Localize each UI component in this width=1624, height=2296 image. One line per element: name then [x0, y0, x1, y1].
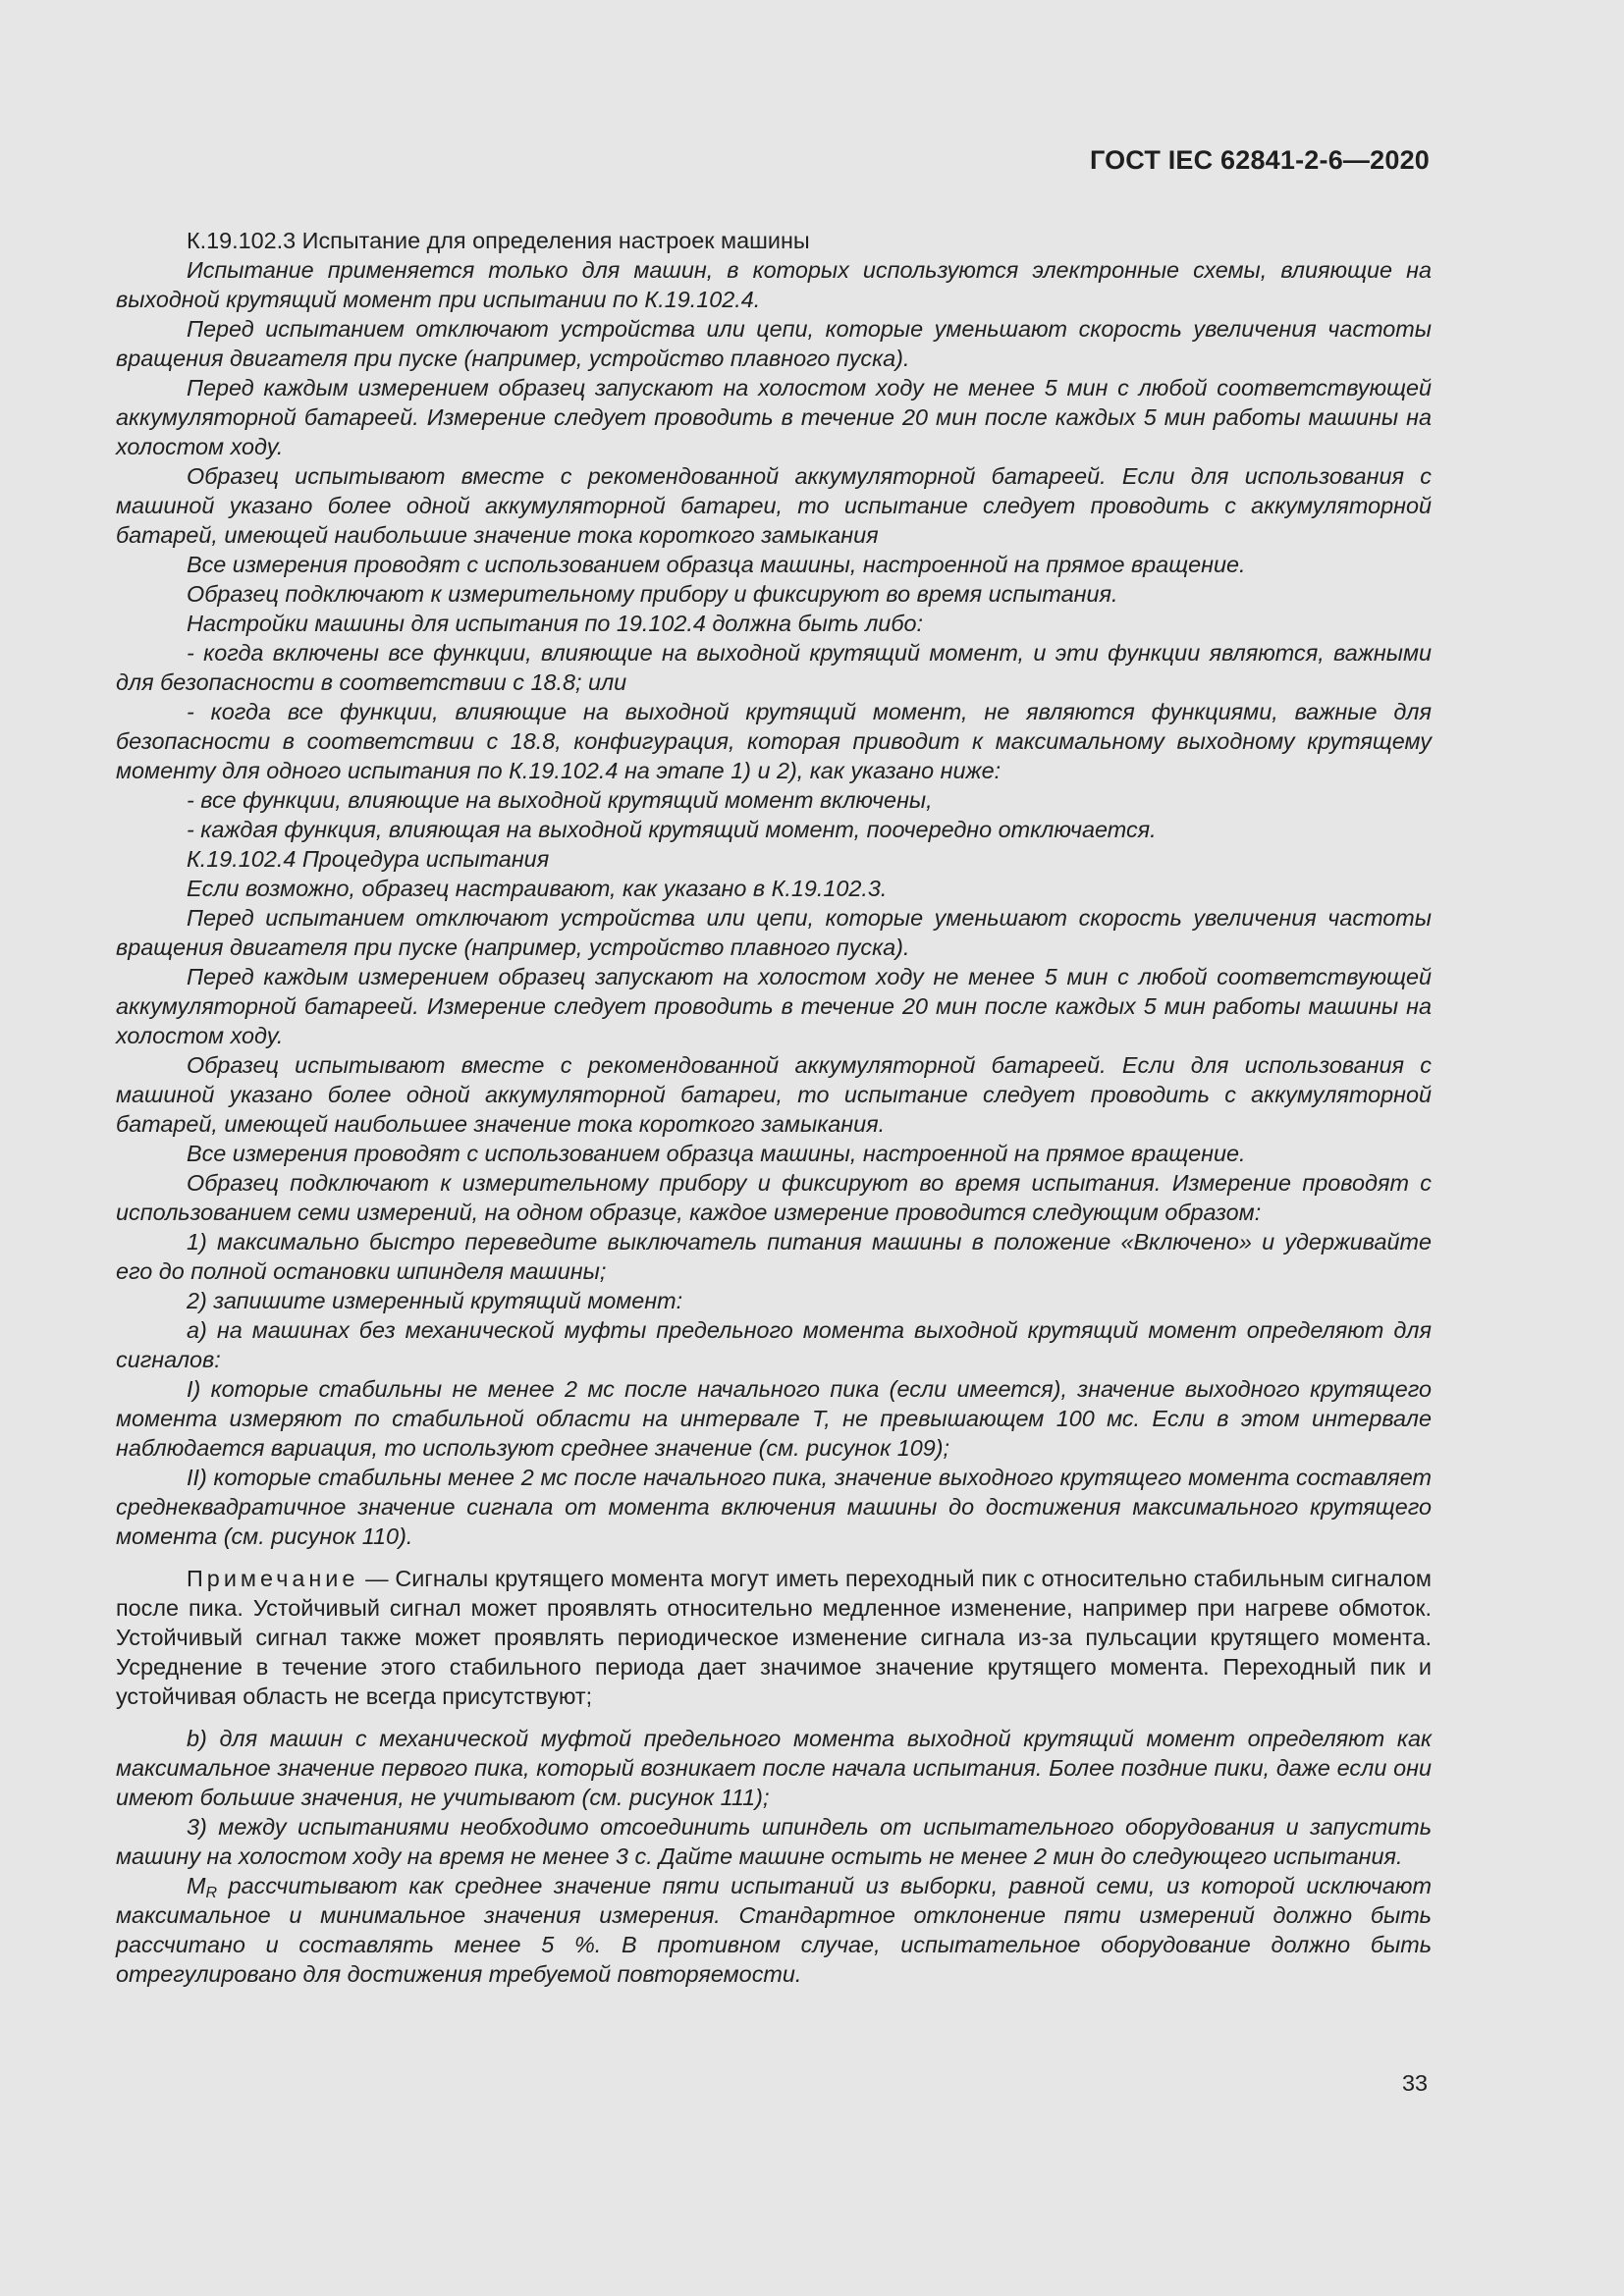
list-item: 3) между испытаниями необходимо отсоединить шпиндель от испытательного оборудования и запустить машину на холостом ходу на время не менее 3 с. Дайте машине остыть не менее 2 мин до следующего испытания. — [116, 1814, 1432, 1869]
document-body — [116, 226, 1432, 1989]
paragraph: Образец испытывают вместе с рекомендованной аккумуляторной батареей. Если для использования с машиной указано более одной аккумуляторной батареи, то испытание следует проводить с аккумуляторной батарей, имеющей наибольшие значение тока короткого замыкания — [116, 463, 1432, 548]
paragraph: Если возможно, образец настраивают, как указано в К.19.102.3. — [187, 876, 888, 901]
paragraph: Испытание применяется только для машин, в которых используются электронные схемы, влияющие на выходной крутящий момент при испытании по К.19.102.4. — [116, 257, 1432, 312]
paragraph: Образец испытывают вместе с рекомендованной аккумуляторной батареей. Если для использования с машиной указано более одной аккумуляторной батареи, то испытание следует проводить с аккумуляторной батарей, имеющей наибольшее значение тока короткого замыкания. — [116, 1052, 1432, 1137]
paragraph: Перед испытанием отключают устройства или цепи, которые уменьшают скорость увеличения частоты вращения двигателя при пуске (например, устройство плавного пуска). — [116, 316, 1432, 371]
list-item: 2) запишите измеренный крутящий момент: — [187, 1288, 683, 1313]
note-label: Примечание — [187, 1566, 359, 1591]
paragraph: Все измерения проводят с использованием образца машины, настроенной на прямое вращение. — [187, 1141, 1246, 1166]
paragraph: Перед каждым измерением образец запускают на холостом ходу не менее 5 мин с любой соответствующей аккумуляторной батареей. Измерение следует проводить в течение 20 мин после каждых 5 мин работы машины на холостом ходу. — [116, 964, 1432, 1048]
paragraph: Все измерения проводят с использованием образца машины, настроенной на прямое вращение. — [187, 552, 1246, 577]
note-paragraph — [116, 1564, 1432, 1711]
paragraph: Перед испытанием отключают устройства или цепи, которые уменьшают скорость увеличения частоты вращения двигателя при пуске (например, устройство плавного пуска). — [116, 905, 1432, 960]
list-item: - все функции, влияющие на выходной крутящий момент включены, — [187, 787, 933, 813]
list-item: II) которые стабильны менее 2 мс после начального пика, значение выходного крутящего момента составляет среднеквадратичное значение сигнала от момента включения машины до достижения максимального крутящего момента (см. рисунок 110). — [116, 1465, 1432, 1549]
list-item: - когда все функции, влияющие на выходной крутящий момент, не являются функциями, важные для безопасности в соответствии с 18.8, конфигурация, которая приводит к максимальному выходному крутящему моменту для одного испытания по К.19.102.4 на этапе 1) и 2), как указано ниже: — [116, 699, 1432, 783]
paragraph: Образец подключают к измерительному прибору и фиксируют во время испытания. — [187, 581, 1118, 607]
list-item: - когда включены все функции, влияющие на выходной крутящий момент, и эти функции являются, важными для безопасности в соответствии с 18.8; или — [116, 640, 1432, 695]
list-item: 1) максимально быстро переведите выключатель питания машины в положение «Включено» и удерживайте его до полной остановки шпинделя машины; — [116, 1229, 1432, 1284]
final-text: рассчитывают как среднее значение пяти испытаний из выборки, равной семи, из которой исключают максимальное и минимальное значения измерения. Стандартное отклонение пяти измерений должно быть рассчитано и составлять менее 5 %. В противном случае, испытательное оборудование должно быть отрегулировано для достижения требуемой повторяемости. — [116, 1873, 1432, 1987]
final-paragraph — [116, 1871, 1432, 1989]
paragraph: Настройки машины для испытания по 19.102.4 должна быть либо: — [187, 611, 923, 636]
paragraph: Перед каждым измерением образец запускают на холостом ходу не менее 5 мин с любой соответствующей аккумуляторной батареей. Измерение следует проводить в течение 20 мин после каждых 5 мин работы машины на холостом ходу. — [116, 375, 1432, 459]
mr-subscript: R — [205, 1885, 218, 1901]
section-heading-k19-102-4: К.19.102.4 Процедура испытания — [187, 846, 550, 872]
page-number: 33 — [1401, 2070, 1428, 2096]
document-header: ГОСТ IEC 62841-2-6—2020 — [1089, 145, 1430, 175]
list-item: b) для машин с механической муфтой предельного момента выходной крутящий момент определяют как максимальное значение первого пика, который возникает после начала испытания. Более поздние пики, даже если они имеют большие значения, не учитывают (см. рисунок 111); — [116, 1726, 1432, 1810]
note-text: — Сигналы крутящего момента могут иметь переходный пик с относительно стабильным сигналом после пика. Устойчивый сигнал может проявлять относительно медленное изменение, например при нагреве обмоток. Устойчивый сигнал также может проявлять периодическое изменение сигнала из-за пульсации крутящего момента. Усреднение в течение этого стабильного периода дает значимое значение крутящего момента. Переходный пик и устойчивая область не всегда присутствуют; — [116, 1566, 1432, 1709]
section-heading-k19-102-3: К.19.102.3 Испытание для определения настроек машины — [187, 228, 810, 253]
paragraph: Образец подключают к измерительному прибору и фиксируют во время испытания. Измерение проводят с использованием семи измерений, на одном образце, каждое измерение проводится следующим образом: — [116, 1170, 1432, 1225]
list-item: I) которые стабильны не менее 2 мс после начального пика (если имеется), значение выходного крутящего момента измеряют по стабильной области на интервале Т, не превышающем 100 мс. Если в этом интервале наблюдается вариация, то используют среднее значение (см. рисунок 109); — [116, 1376, 1432, 1461]
list-item: а) на машинах без механической муфты предельного момента выходной крутящий момент определяют для сигналов: — [116, 1317, 1432, 1372]
list-item: - каждая функция, влияющая на выходной крутящий момент, поочередно отключается. — [187, 817, 1157, 842]
mr-symbol: M — [187, 1873, 206, 1898]
